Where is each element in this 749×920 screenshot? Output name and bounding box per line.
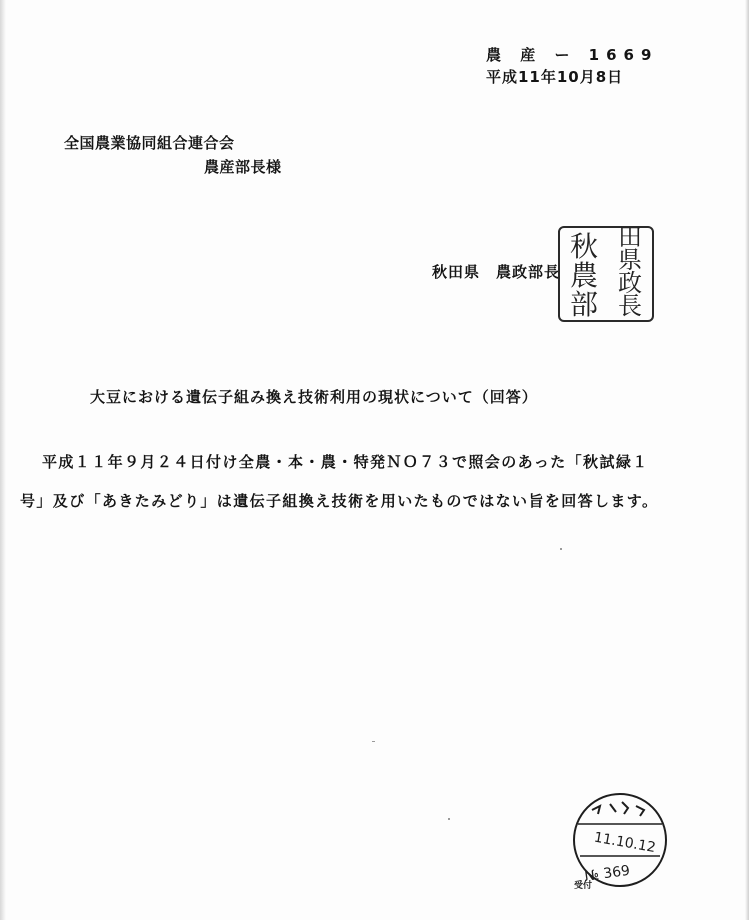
receipt-stamp (570, 790, 670, 890)
body-text-line: 平成１１年９月２４日付け全農・本・農・特発ＮＯ７３で照会のあった「秋試緑１ (42, 453, 649, 471)
seal-char: 長 (618, 292, 642, 320)
seal-char: 秋 (569, 230, 598, 263)
recipient-title: 農産部長様 (204, 158, 282, 176)
recipient-organization: 全国農業協同組合連合会 (64, 134, 235, 152)
stamp-number: № 369 (583, 862, 632, 885)
seal-char: 政 (618, 269, 642, 297)
scan-speck (448, 818, 450, 820)
document-date: 平成11年10月8日 (486, 68, 624, 86)
scan-speck (560, 548, 562, 550)
stamp-label: 受付 (574, 881, 593, 890)
sender-name: 秋田県 農政部長 (432, 263, 561, 281)
seal-char: 農 (569, 259, 598, 292)
scan-edge-left (0, 0, 6, 920)
seal-left-column (562, 232, 606, 319)
scan-edge-right (745, 0, 749, 920)
stamp-header-mark (592, 802, 644, 816)
scan-speck (372, 741, 375, 742)
document-number: 農 産 ー 1669 (486, 46, 659, 64)
seal-right-column (608, 223, 652, 320)
official-seal (558, 223, 654, 322)
seal-char: 部 (569, 288, 598, 321)
subject-line: 大豆における遺伝子組み換え技術利用の現状について（回答） (90, 388, 538, 406)
seal-char: 田 (618, 223, 642, 251)
body-text-line: 号」及び「あきたみどり」は遺伝子組換え技術を用いたものではない旨を回答します。 (20, 492, 659, 510)
seal-char: 県 (618, 246, 642, 274)
stamp-date: 11.10.12 (592, 829, 657, 857)
